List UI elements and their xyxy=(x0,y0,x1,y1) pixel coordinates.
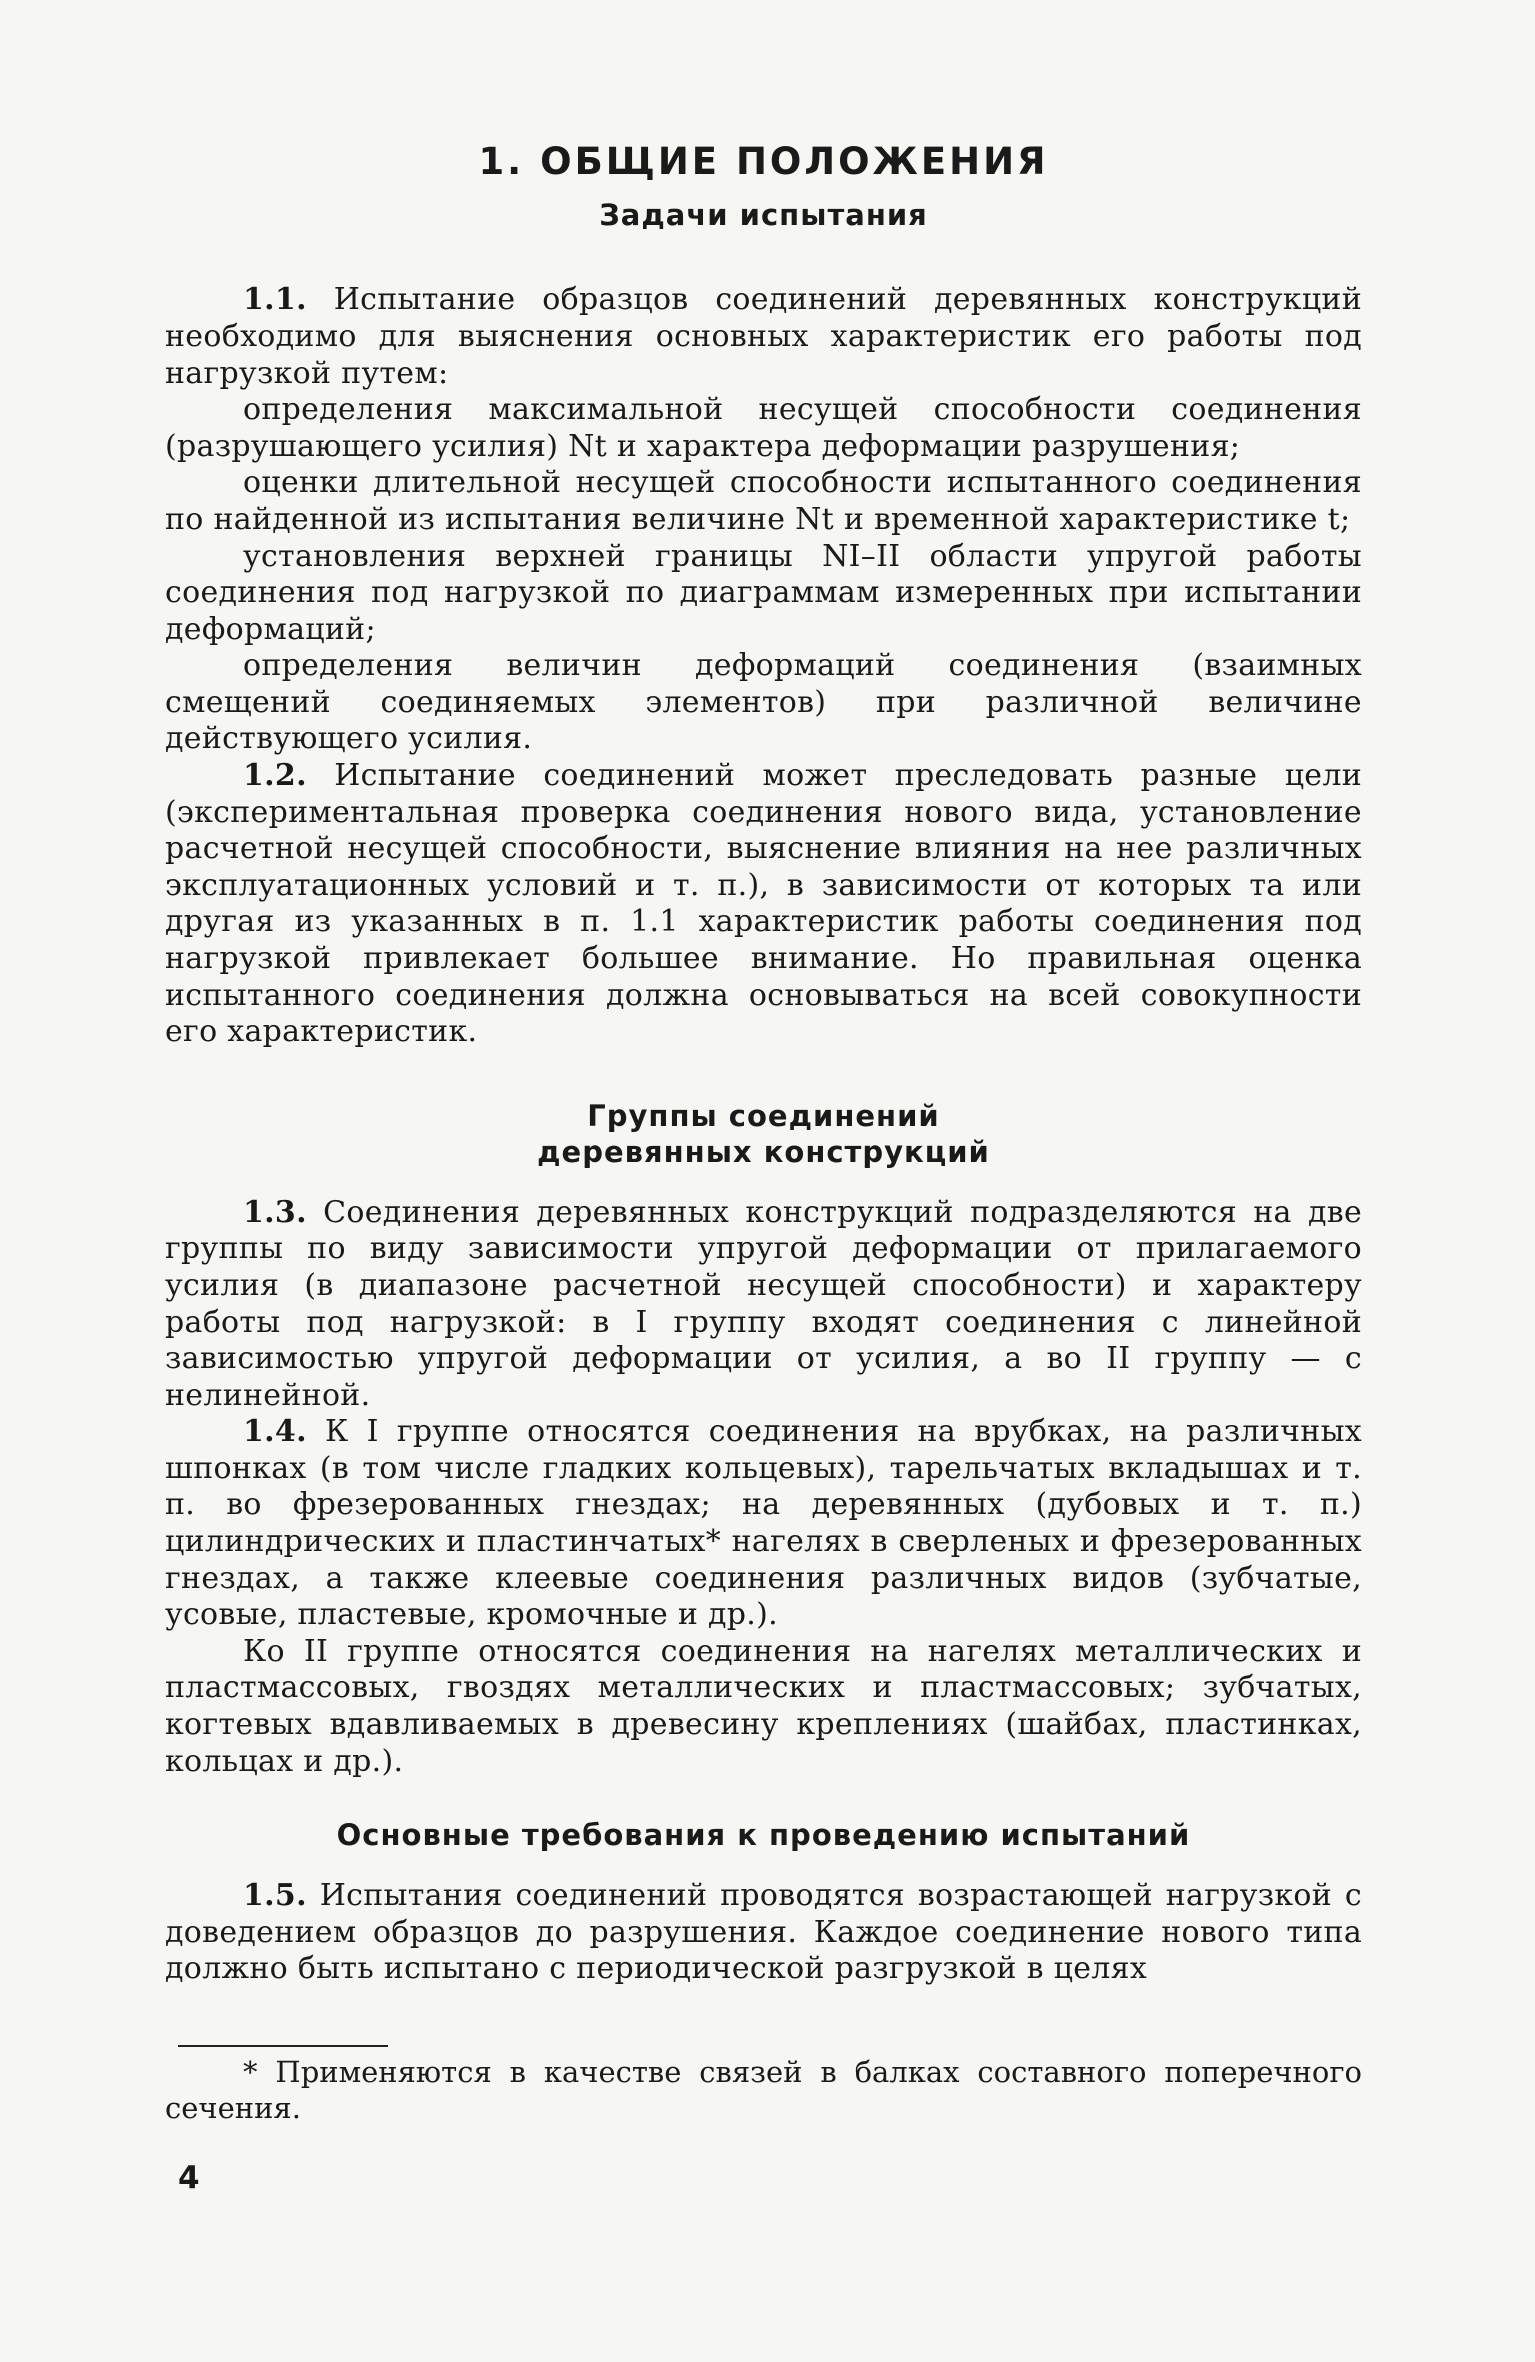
footnote: * Применяются в качестве связей в балках составного поперечного сечения. xyxy=(165,2055,1362,2125)
paragraph-1-4-continued: Ко II группе относятся соединения на нагелях металлических и пластмассовых, гвоздях металлических и пластмассовых; зубчатых, когтевых вдавливаемых в древесину креплениях (шайбах, пластинках, кольцах и др.). xyxy=(165,1633,1362,1779)
paragraph-1-1 xyxy=(165,282,1362,392)
paragraph-number: 1.2. xyxy=(243,758,307,794)
chapter-title: 1. ОБЩИЕ ПОЛОЖЕНИЯ xyxy=(478,140,1049,183)
list-item: определения величин деформаций соединения (взаимных смещений соединяемых элементов) при различной величине действующего усилия. xyxy=(165,648,1362,757)
paragraph-text: К I группе относятся соединения на врубках, на различных шпонках (в том числе гладких кольцевых), тарельчатых вкладышах и т. п. во фрезерованных гнездах; на деревянных (дубовых и т. п.) цилиндрических и пластинчатых* нагелях в сверленых и фрезерованных гнездах, а также клеевые соединения различных видов (зубчатые, усовые, пластевые, кромочные и др.). xyxy=(165,1414,1362,1633)
paragraph-number: 1.5. xyxy=(243,1878,307,1914)
page-content xyxy=(165,140,1362,1988)
list-item: определения максимальной несущей способности соединения (разрушающего усилия) Nt и характера деформации разрушения; xyxy=(165,392,1362,464)
paragraph-1-3 xyxy=(165,1195,1362,1415)
paragraph-number: 1.3. xyxy=(243,1194,307,1230)
paragraph-1-5 xyxy=(165,1878,1362,1988)
page-number: 4 xyxy=(178,2160,200,2196)
paragraph-text: Соединения деревянных конструкций подразделяются на две группы по виду зависимости упругой деформации от прилагаемого усилия (в диапазоне расчетной несущей способности) и характеру работы под нагрузкой: в I группу входят соединения с линейной зависимостью упругой деформации от усилия, а во II группу — с нелинейной. xyxy=(165,1194,1362,1413)
paragraph-1-2 xyxy=(165,758,1362,1051)
section-heading-groups-line1: Группы соединений xyxy=(587,1098,940,1133)
list-item: оценки длительной несущей способности испытанного соединения по найденной из испытания величине Nt и временной характеристике t; xyxy=(165,465,1362,537)
paragraph-text: Испытание образцов соединений деревянных конструкций необходимо для выяснения основных характеристик его работы под нагрузкой путем: xyxy=(165,282,1362,391)
paragraph-text: Испытание соединений может преследовать разные цели (экспериментальная проверка соединения нового вида, установление расчетной несущей способности, выяснение влияния на нее различных эксплуатационных условий и т. п.), в зависимости от которых та или другая из указанных в п. 1.1 характеристик работы соединения под нагрузкой привлекает большее внимание. Но правильная оценка испытанного соединения должна основываться на всей совокупности его характеристик. xyxy=(165,758,1362,1050)
paragraph-text: Испытания соединений проводятся возрастающей нагрузкой с доведением образцов до разрушения. Каждое соединение нового типа должно быть испытано с периодической разгрузкой в целях xyxy=(165,1878,1362,1987)
list-item: установления верхней границы NI–II области упругой работы соединения под нагрузкой по диаграммам измеренных при испытании деформаций; xyxy=(165,538,1362,647)
paragraph-1-4 xyxy=(165,1414,1362,1634)
section-heading-groups-line2: деревянных конструкций xyxy=(537,1134,990,1169)
footnote-divider xyxy=(178,2045,388,2047)
section-heading-tasks: Задачи испытания xyxy=(599,198,928,233)
paragraph-number: 1.1. xyxy=(243,282,307,318)
section-heading-requirements: Основные требования к проведению испытаний xyxy=(336,1818,1191,1853)
paragraph-number: 1.4. xyxy=(243,1414,307,1450)
